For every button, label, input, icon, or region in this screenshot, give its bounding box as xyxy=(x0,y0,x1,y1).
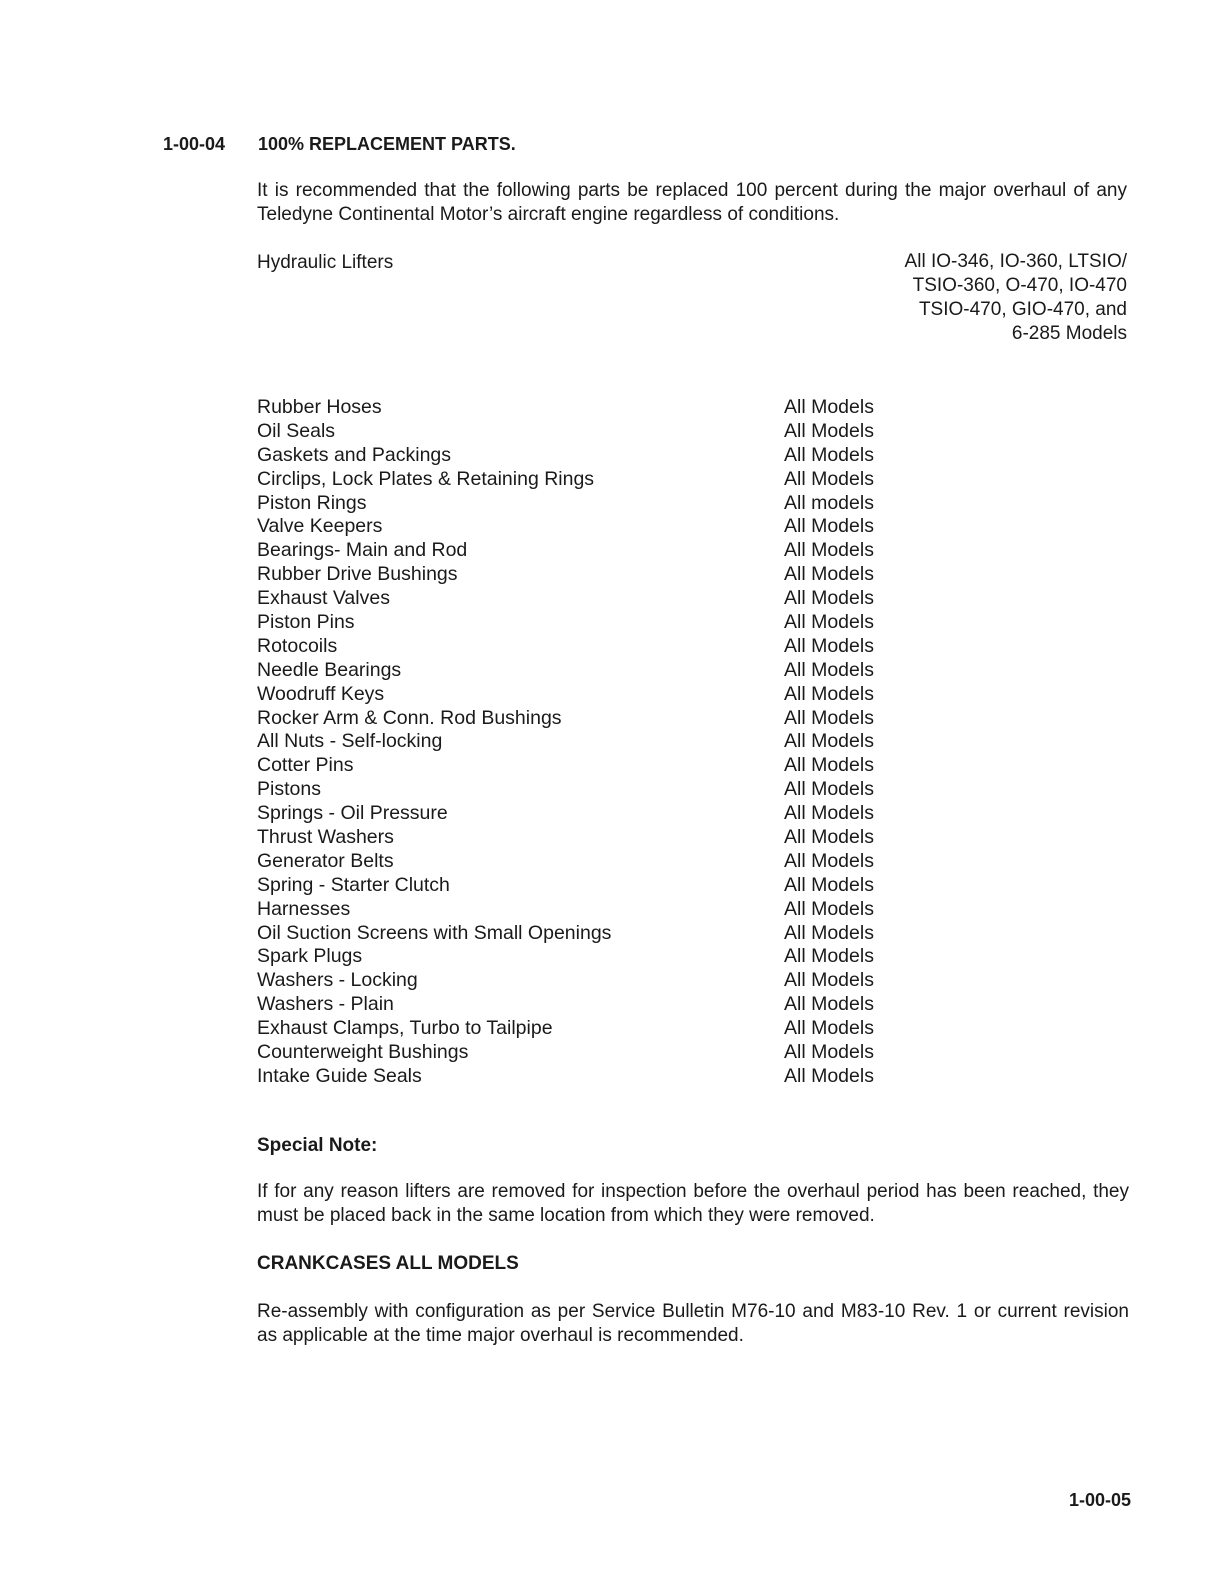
part-name: Circlips, Lock Plates & Retaining Rings xyxy=(257,467,595,490)
parts-row xyxy=(257,586,897,610)
section-number: 1-00-04 xyxy=(163,134,226,154)
parts-row xyxy=(257,1064,897,1088)
parts-row xyxy=(257,849,897,873)
part-models: All Models xyxy=(784,778,874,801)
parts-row xyxy=(257,777,897,801)
part-models: All Models xyxy=(784,396,874,418)
part-name: All Nuts - Self-locking xyxy=(257,730,443,753)
hydraulic-models-line: TSIO-470, GIO-470, and xyxy=(918,299,1127,320)
parts-row xyxy=(257,706,897,730)
parts-row xyxy=(257,491,897,515)
part-name: Generator Belts xyxy=(257,849,394,872)
parts-row xyxy=(257,634,897,658)
part-name: Washers - Plain xyxy=(257,993,394,1016)
part-models: All models xyxy=(784,491,874,514)
part-name: Piston Rings xyxy=(257,491,367,514)
part-name: Rocker Arm & Conn. Rod Bushings xyxy=(257,706,562,729)
hydraulic-models-line: All IO-346, IO-360, LTSIO/ xyxy=(904,251,1127,272)
parts-row xyxy=(257,753,897,777)
hydraulic-models-line: 6-285 Models xyxy=(1011,323,1127,344)
crankcases-heading: CRANKCASES ALL MODELS xyxy=(257,1253,519,1274)
parts-row xyxy=(257,873,897,897)
hydraulic-lifters-part: Hydraulic Lifters xyxy=(257,252,394,273)
part-models: All Models xyxy=(784,587,874,610)
parts-row xyxy=(257,514,897,538)
part-name: Gaskets and Packings xyxy=(257,443,452,466)
replacement-parts-list xyxy=(257,395,897,1088)
parts-row xyxy=(257,897,897,921)
part-name: Counterweight Bushings xyxy=(257,1041,469,1064)
part-name: Rubber Hoses xyxy=(257,396,382,418)
part-name: Exhaust Clamps, Turbo to Tailpipe xyxy=(257,1017,553,1040)
parts-row xyxy=(257,538,897,562)
part-name: Needle Bearings xyxy=(257,658,402,681)
part-models: All Models xyxy=(784,873,874,896)
part-name: Washers - Locking xyxy=(257,969,418,992)
hydraulic-models-line: TSIO-360, O-470, IO-470 xyxy=(912,275,1127,296)
parts-row xyxy=(257,729,897,753)
parts-row xyxy=(257,395,897,419)
parts-row xyxy=(257,801,897,825)
part-name: Oil Suction Screens with Small Openings xyxy=(257,921,612,944)
part-name: Exhaust Valves xyxy=(257,587,390,610)
parts-row xyxy=(257,992,897,1016)
parts-row xyxy=(257,921,897,945)
parts-row xyxy=(257,968,897,992)
part-models: All Models xyxy=(784,945,874,968)
part-name: Rotocoils xyxy=(257,634,338,657)
part-models: All Models xyxy=(784,1064,874,1087)
part-name: Rubber Drive Bushings xyxy=(257,563,458,586)
parts-row xyxy=(257,682,897,706)
part-models: All Models xyxy=(784,802,874,825)
part-models: All Models xyxy=(784,993,874,1016)
parts-row xyxy=(257,443,897,467)
part-name: Intake Guide Seals xyxy=(257,1064,422,1087)
part-models: All Models xyxy=(784,1017,874,1040)
part-name: Woodruff Keys xyxy=(257,682,385,705)
special-note-text: If for any reason lifters are removed for inspection before the overhaul period has been reached, they must be placed back in the same location from which they were removed. xyxy=(257,1181,1129,1226)
part-name: Oil Seals xyxy=(257,419,336,442)
part-models: All Models xyxy=(784,658,874,681)
part-name: Pistons xyxy=(257,778,321,801)
crankcases-text: Re-assembly with configuration as per Service Bulletin M76-10 and M83-10 Rev. 1 or current revision as applicable at the time major overhaul is recommended. xyxy=(257,1301,1129,1346)
part-models: All Models xyxy=(784,730,874,753)
parts-row xyxy=(257,419,897,443)
part-models: All Models xyxy=(784,467,874,490)
section-title: 100% REPLACEMENT PARTS. xyxy=(258,134,516,154)
page-number: 1-00-05 xyxy=(1068,1490,1131,1510)
part-models: All Models xyxy=(784,563,874,586)
part-name: Harnesses xyxy=(257,897,351,920)
part-models: All Models xyxy=(784,419,874,442)
parts-row xyxy=(257,610,897,634)
parts-row xyxy=(257,1016,897,1040)
part-name: Bearings- Main and Rod xyxy=(257,539,468,562)
part-models: All Models xyxy=(784,754,874,777)
intro-paragraph: It is recommended that the following parts be replaced 100 percent during the major overhaul of any Teledyne Continental Motor’s aircraft engine regardless of conditions. xyxy=(257,180,1127,225)
part-name: Spring - Starter Clutch xyxy=(257,873,450,896)
part-models: All Models xyxy=(784,539,874,562)
parts-row xyxy=(257,944,897,968)
parts-row xyxy=(257,562,897,586)
parts-row xyxy=(257,467,897,491)
part-name: Spark Plugs xyxy=(257,945,363,968)
part-models: All Models xyxy=(784,1041,874,1064)
part-models: All Models xyxy=(784,897,874,920)
part-models: All Models xyxy=(784,682,874,705)
part-name: Piston Pins xyxy=(257,611,355,634)
part-models: All Models xyxy=(784,515,874,538)
part-models: All Models xyxy=(784,921,874,944)
part-models: All Models xyxy=(784,611,874,634)
part-models: All Models xyxy=(784,706,874,729)
hydraulic-lifters-models xyxy=(827,250,1127,346)
special-note-heading: Special Note: xyxy=(257,1135,378,1156)
part-models: All Models xyxy=(784,826,874,849)
part-name: Thrust Washers xyxy=(257,826,394,849)
part-models: All Models xyxy=(784,634,874,657)
parts-row xyxy=(257,1040,897,1064)
part-name: Cotter Pins xyxy=(257,754,354,777)
part-models: All Models xyxy=(784,849,874,872)
parts-row xyxy=(257,658,897,682)
parts-row xyxy=(257,825,897,849)
part-models: All Models xyxy=(784,969,874,992)
part-name: Springs - Oil Pressure xyxy=(257,802,448,825)
part-name: Valve Keepers xyxy=(257,515,383,538)
part-models: All Models xyxy=(784,443,874,466)
